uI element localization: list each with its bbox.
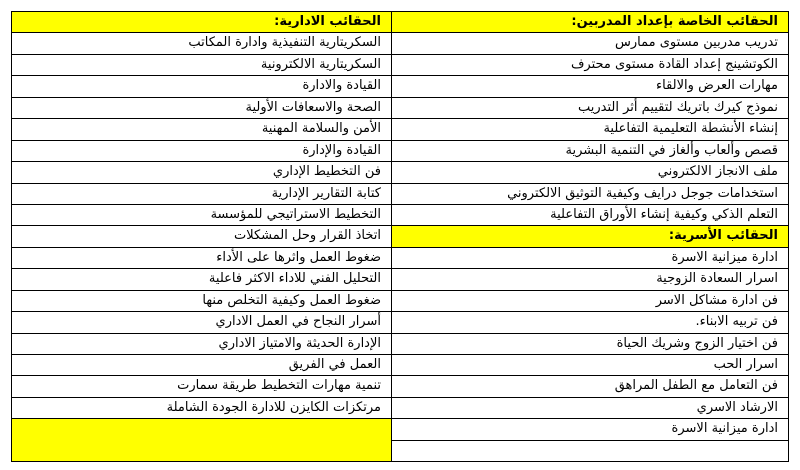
admin-item: أسرار النجاح في العمل الاداري [12,312,391,333]
family-item: فن تربيه الابناء. [392,312,788,333]
family-item: ادارة ميزانية الاسرة [392,248,788,269]
admin-item: تنمية مهارات التخطيط طريقة سمارت [12,376,391,397]
admin-header: الحقائب الادارية: [12,12,391,33]
admin-item: فن التخطيط الإداري [12,162,391,183]
trainers-item: التعلم الذكي وكيفية إنشاء الأوراق التفاعلية [392,205,788,226]
family-header: الحقائب الأسرية: [392,226,788,247]
family-item: فن اختيار الزوج وشريك الحياة [392,334,788,355]
admin-item: العمل في الفريق [12,355,391,376]
empty-yellow-cell [12,419,391,461]
empty-cell [392,441,788,461]
family-item: فن التعامل مع الطفل المراهق [392,376,788,397]
trainers-item: استخدامات جوجل درايف وكيفية التوثيق الالكتروني [392,184,788,205]
admin-item: التخطيط الاستراتيجي للمؤسسة [12,205,391,226]
admin-item: الصحة والاسعافات الأولية [12,98,391,119]
family-item: الارشاد الاسري [392,398,788,419]
admin-item: التحليل الفني للاداء الاكثر فاعلية [12,269,391,290]
admin-item: مرتكزات الكايزن للادارة الجودة الشاملة [12,398,391,419]
right-column [391,12,788,461]
admin-item: الأمن والسلامة المهنية [12,119,391,140]
left-column [12,12,391,461]
admin-item: السكريتارية الالكترونية [12,55,391,76]
admin-item: اتخاذ القرار وحل المشكلات [12,226,391,247]
admin-item: ضغوط العمل واثرها على الأداء [12,248,391,269]
family-item: اسرار الحب [392,355,788,376]
admin-item: القيادة والادارة [12,76,391,97]
trainers-item: قصص وألعاب وألغاز في التنمية البشرية [392,141,788,162]
trainers-item: تدريب مدربين مستوى ممارس [392,33,788,54]
family-item: فن ادارة مشاكل الاسر [392,291,788,312]
admin-item: ضغوط العمل وكيفية التخلص منها [12,291,391,312]
family-item: ادارة ميزانية الاسرة [392,419,788,440]
trainers-header: الحقائب الخاصة بإعداد المدربين: [392,12,788,33]
admin-item: القيادة والإدارة [12,141,391,162]
admin-item: الإدارة الحديثة والامتياز الاداري [12,334,391,355]
admin-item: السكريتارية التنفيذية وادارة المكاتب [12,33,391,54]
family-item: اسرار السعادة الزوجية [392,269,788,290]
trainers-item: ملف الانجاز الالكتروني [392,162,788,183]
trainers-item: الكوتشينج إعداد القادة مستوى محترف [392,55,788,76]
training-bags-table [11,11,789,462]
trainers-item: مهارات العرض والالقاء [392,76,788,97]
admin-item: كتابة التقارير الإدارية [12,184,391,205]
trainers-item: نموذج كيرك باتريك لتقييم أثر التدريب [392,98,788,119]
trainers-item: إنشاء الأنشطة التعليمية التفاعلية [392,119,788,140]
